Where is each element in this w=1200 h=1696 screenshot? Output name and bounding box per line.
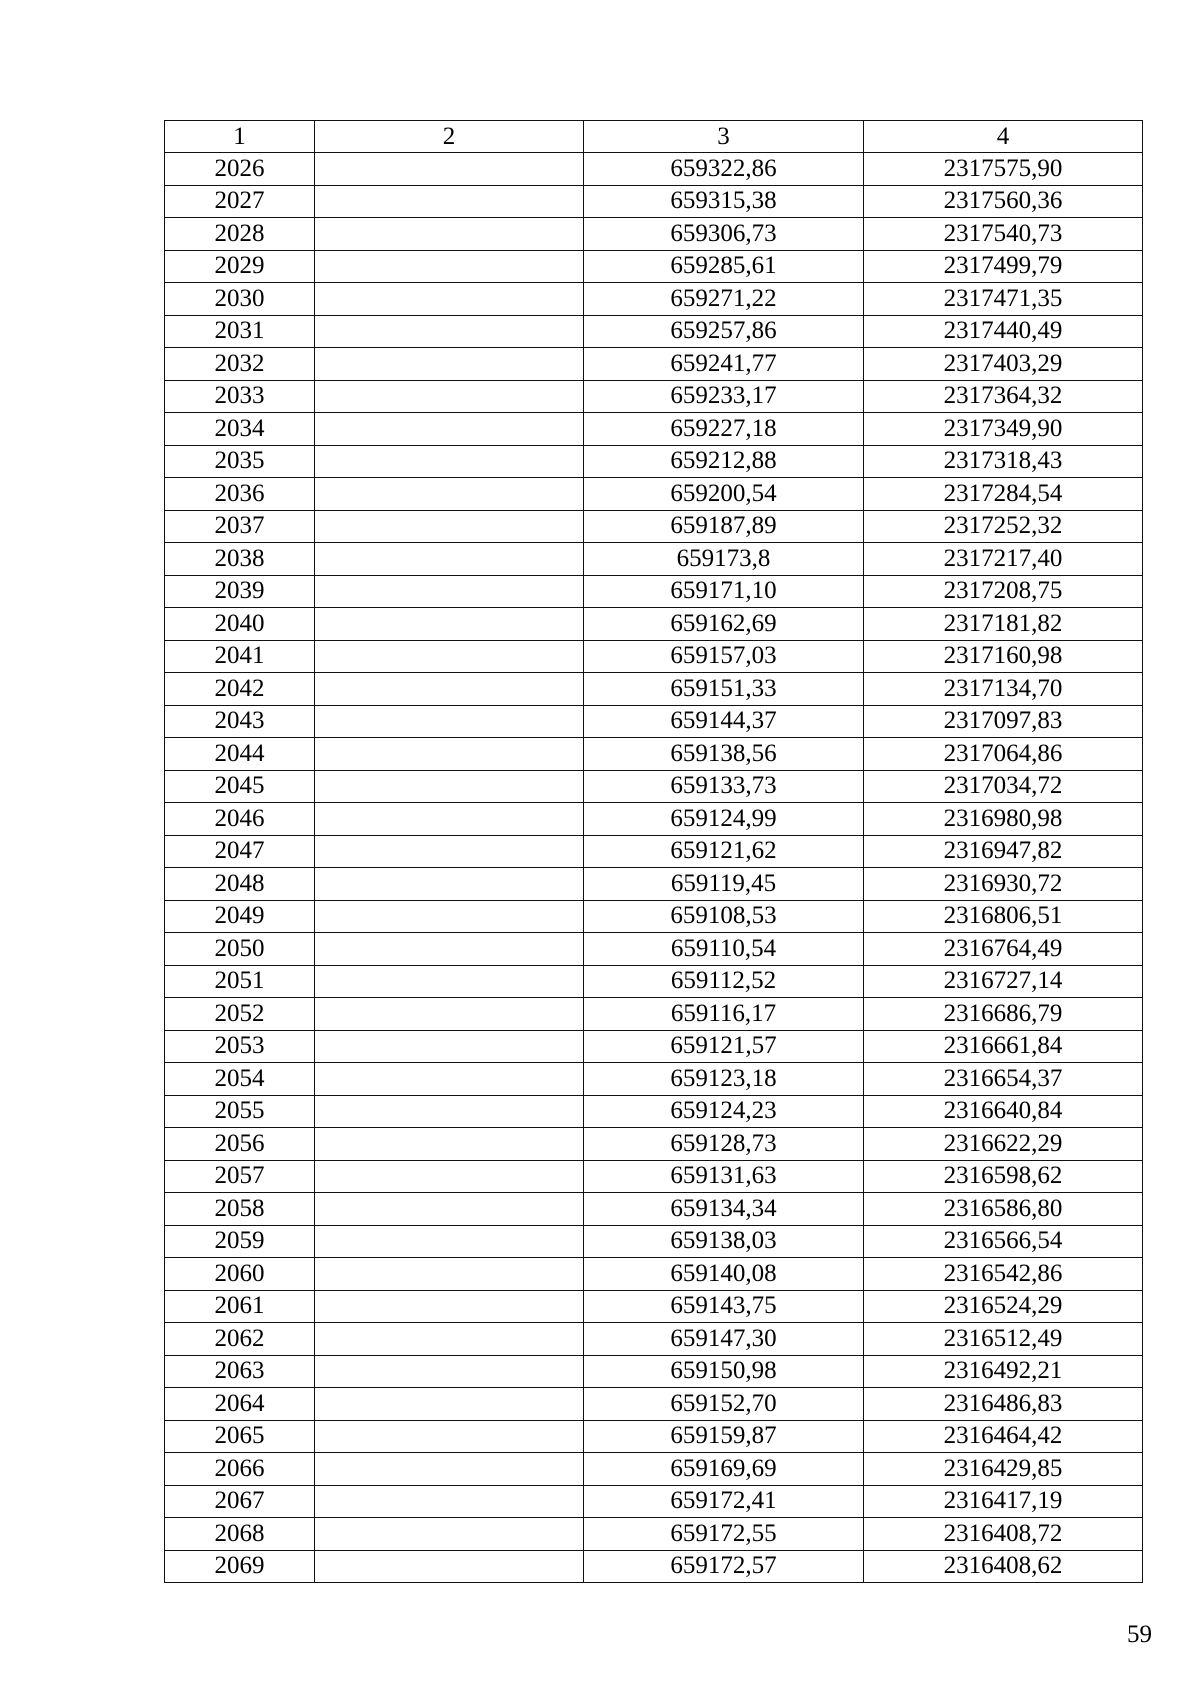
point-number-cell: 2029 <box>165 250 315 283</box>
column-2-cell <box>315 1485 584 1518</box>
x-coordinate-cell: 659150,98 <box>584 1355 864 1388</box>
x-coordinate-cell: 659124,99 <box>584 803 864 836</box>
table-row <box>165 348 1143 381</box>
y-coordinate-cell: 2316542,86 <box>864 1258 1143 1291</box>
column-2-cell <box>315 348 584 381</box>
x-coordinate-cell: 659147,30 <box>584 1323 864 1356</box>
table-row <box>165 250 1143 283</box>
column-2-cell <box>315 608 584 641</box>
x-coordinate-cell: 659227,18 <box>584 413 864 446</box>
y-coordinate-cell: 2317440,49 <box>864 315 1143 348</box>
x-coordinate-cell: 659134,34 <box>584 1193 864 1226</box>
y-coordinate-cell: 2317499,79 <box>864 250 1143 283</box>
header-cell-1: 1 <box>165 121 315 153</box>
column-2-cell <box>315 1095 584 1128</box>
table-row <box>165 738 1143 771</box>
point-number-cell: 2064 <box>165 1388 315 1421</box>
table-row <box>165 705 1143 738</box>
x-coordinate-cell: 659212,88 <box>584 445 864 478</box>
point-number-cell: 2033 <box>165 380 315 413</box>
header-cell-3: 3 <box>584 121 864 153</box>
point-number-cell: 2036 <box>165 478 315 511</box>
table-row <box>165 803 1143 836</box>
x-coordinate-cell: 659110,54 <box>584 933 864 966</box>
point-number-cell: 2053 <box>165 1030 315 1063</box>
point-number-cell: 2046 <box>165 803 315 836</box>
column-2-cell <box>315 868 584 901</box>
x-coordinate-cell: 659187,89 <box>584 510 864 543</box>
x-coordinate-cell: 659128,73 <box>584 1128 864 1161</box>
table-row <box>165 283 1143 316</box>
column-2-cell <box>315 510 584 543</box>
x-coordinate-cell: 659123,18 <box>584 1063 864 1096</box>
x-coordinate-cell: 659151,33 <box>584 673 864 706</box>
point-number-cell: 2067 <box>165 1485 315 1518</box>
column-2-cell <box>315 1323 584 1356</box>
y-coordinate-cell: 2317318,43 <box>864 445 1143 478</box>
column-2-cell <box>315 445 584 478</box>
table-row <box>165 153 1143 186</box>
y-coordinate-cell: 2316764,49 <box>864 933 1143 966</box>
column-2-cell <box>315 1258 584 1291</box>
y-coordinate-cell: 2317181,82 <box>864 608 1143 641</box>
table-row <box>165 1388 1143 1421</box>
x-coordinate-cell: 659306,73 <box>584 218 864 251</box>
column-2-cell <box>315 1388 584 1421</box>
point-number-cell: 2038 <box>165 543 315 576</box>
point-number-cell: 2056 <box>165 1128 315 1161</box>
x-coordinate-cell: 659157,03 <box>584 640 864 673</box>
point-number-cell: 2030 <box>165 283 315 316</box>
table-row <box>165 315 1143 348</box>
y-coordinate-cell: 2316598,62 <box>864 1160 1143 1193</box>
table-row <box>165 608 1143 641</box>
point-number-cell: 2057 <box>165 1160 315 1193</box>
x-coordinate-cell: 659140,08 <box>584 1258 864 1291</box>
column-2-cell <box>315 705 584 738</box>
column-2-cell <box>315 1128 584 1161</box>
point-number-cell: 2044 <box>165 738 315 771</box>
point-number-cell: 2027 <box>165 185 315 218</box>
y-coordinate-cell: 2316486,83 <box>864 1388 1143 1421</box>
column-2-cell <box>315 413 584 446</box>
x-coordinate-cell: 659271,22 <box>584 283 864 316</box>
column-2-cell <box>315 380 584 413</box>
x-coordinate-cell: 659108,53 <box>584 900 864 933</box>
y-coordinate-cell: 2316492,21 <box>864 1355 1143 1388</box>
point-number-cell: 2061 <box>165 1290 315 1323</box>
point-number-cell: 2043 <box>165 705 315 738</box>
y-coordinate-cell: 2317160,98 <box>864 640 1143 673</box>
table-row <box>165 900 1143 933</box>
column-2-cell <box>315 250 584 283</box>
point-number-cell: 2066 <box>165 1453 315 1486</box>
y-coordinate-cell: 2316408,62 <box>864 1550 1143 1583</box>
column-2-cell <box>315 1030 584 1063</box>
header-row <box>165 121 1143 153</box>
x-coordinate-cell: 659172,55 <box>584 1518 864 1551</box>
table-row <box>165 1355 1143 1388</box>
y-coordinate-cell: 2316417,19 <box>864 1485 1143 1518</box>
x-coordinate-cell: 659233,17 <box>584 380 864 413</box>
y-coordinate-cell: 2317540,73 <box>864 218 1143 251</box>
column-2-cell <box>315 283 584 316</box>
y-coordinate-cell: 2317208,75 <box>864 575 1143 608</box>
table-row <box>165 1453 1143 1486</box>
table-row <box>165 543 1143 576</box>
table-row <box>165 1225 1143 1258</box>
y-coordinate-cell: 2316947,82 <box>864 835 1143 868</box>
point-number-cell: 2049 <box>165 900 315 933</box>
table-row <box>165 1323 1143 1356</box>
point-number-cell: 2068 <box>165 1518 315 1551</box>
point-number-cell: 2040 <box>165 608 315 641</box>
table-row <box>165 575 1143 608</box>
y-coordinate-cell: 2317560,36 <box>864 185 1143 218</box>
column-2-cell <box>315 1355 584 1388</box>
x-coordinate-cell: 659173,8 <box>584 543 864 576</box>
point-number-cell: 2034 <box>165 413 315 446</box>
x-coordinate-cell: 659138,56 <box>584 738 864 771</box>
x-coordinate-cell: 659112,52 <box>584 965 864 998</box>
column-2-cell <box>315 1550 584 1583</box>
point-number-cell: 2058 <box>165 1193 315 1226</box>
x-coordinate-cell: 659138,03 <box>584 1225 864 1258</box>
x-coordinate-cell: 659322,86 <box>584 153 864 186</box>
y-coordinate-cell: 2316566,54 <box>864 1225 1143 1258</box>
point-number-cell: 2039 <box>165 575 315 608</box>
column-2-cell <box>315 153 584 186</box>
point-number-cell: 2063 <box>165 1355 315 1388</box>
x-coordinate-cell: 659171,10 <box>584 575 864 608</box>
x-coordinate-cell: 659124,23 <box>584 1095 864 1128</box>
column-2-cell <box>315 1518 584 1551</box>
y-coordinate-cell: 2317064,86 <box>864 738 1143 771</box>
column-2-cell <box>315 835 584 868</box>
table-row <box>165 413 1143 446</box>
table-row <box>165 445 1143 478</box>
point-number-cell: 2055 <box>165 1095 315 1128</box>
x-coordinate-cell: 659169,69 <box>584 1453 864 1486</box>
column-2-cell <box>315 315 584 348</box>
table-row <box>165 1193 1143 1226</box>
point-number-cell: 2031 <box>165 315 315 348</box>
x-coordinate-cell: 659172,41 <box>584 1485 864 1518</box>
column-2-cell <box>315 185 584 218</box>
table-row <box>165 770 1143 803</box>
point-number-cell: 2062 <box>165 1323 315 1356</box>
y-coordinate-cell: 2316727,14 <box>864 965 1143 998</box>
table-row <box>165 1258 1143 1291</box>
table-row <box>165 673 1143 706</box>
column-2-cell <box>315 1193 584 1226</box>
column-2-cell <box>315 575 584 608</box>
table-row <box>165 1128 1143 1161</box>
table-header <box>165 121 1143 153</box>
column-2-cell <box>315 673 584 706</box>
point-number-cell: 2052 <box>165 998 315 1031</box>
point-number-cell: 2069 <box>165 1550 315 1583</box>
point-number-cell: 2035 <box>165 445 315 478</box>
point-number-cell: 2060 <box>165 1258 315 1291</box>
y-coordinate-cell: 2317217,40 <box>864 543 1143 576</box>
x-coordinate-cell: 659257,86 <box>584 315 864 348</box>
y-coordinate-cell: 2316512,49 <box>864 1323 1143 1356</box>
y-coordinate-cell: 2317364,32 <box>864 380 1143 413</box>
table-row <box>165 1420 1143 1453</box>
header-cell-2: 2 <box>315 121 584 153</box>
x-coordinate-cell: 659133,73 <box>584 770 864 803</box>
y-coordinate-cell: 2316464,42 <box>864 1420 1143 1453</box>
column-2-cell <box>315 998 584 1031</box>
y-coordinate-cell: 2316408,72 <box>864 1518 1143 1551</box>
column-2-cell <box>315 1420 584 1453</box>
table-row <box>165 1063 1143 1096</box>
column-2-cell <box>315 543 584 576</box>
table-row <box>165 835 1143 868</box>
column-2-cell <box>315 965 584 998</box>
x-coordinate-cell: 659152,70 <box>584 1388 864 1421</box>
x-coordinate-cell: 659119,45 <box>584 868 864 901</box>
table-row <box>165 640 1143 673</box>
table-row <box>165 1485 1143 1518</box>
column-2-cell <box>315 640 584 673</box>
y-coordinate-cell: 2317252,32 <box>864 510 1143 543</box>
y-coordinate-cell: 2317284,54 <box>864 478 1143 511</box>
point-number-cell: 2028 <box>165 218 315 251</box>
coordinates-table <box>164 120 1143 1583</box>
column-2-cell <box>315 1290 584 1323</box>
x-coordinate-cell: 659159,87 <box>584 1420 864 1453</box>
table-row <box>165 1030 1143 1063</box>
point-number-cell: 2059 <box>165 1225 315 1258</box>
x-coordinate-cell: 659131,63 <box>584 1160 864 1193</box>
x-coordinate-cell: 659285,61 <box>584 250 864 283</box>
point-number-cell: 2045 <box>165 770 315 803</box>
point-number-cell: 2050 <box>165 933 315 966</box>
column-2-cell <box>315 1160 584 1193</box>
x-coordinate-cell: 659241,77 <box>584 348 864 381</box>
y-coordinate-cell: 2317097,83 <box>864 705 1143 738</box>
point-number-cell: 2041 <box>165 640 315 673</box>
table-row <box>165 478 1143 511</box>
page-number: 59 <box>1127 1621 1152 1648</box>
x-coordinate-cell: 659121,62 <box>584 835 864 868</box>
y-coordinate-cell: 2316640,84 <box>864 1095 1143 1128</box>
y-coordinate-cell: 2317403,29 <box>864 348 1143 381</box>
table-row <box>165 380 1143 413</box>
point-number-cell: 2051 <box>165 965 315 998</box>
y-coordinate-cell: 2316622,29 <box>864 1128 1143 1161</box>
y-coordinate-cell: 2316429,85 <box>864 1453 1143 1486</box>
y-coordinate-cell: 2316980,98 <box>864 803 1143 836</box>
y-coordinate-cell: 2316661,84 <box>864 1030 1143 1063</box>
table-row <box>165 185 1143 218</box>
table-row <box>165 218 1143 251</box>
x-coordinate-cell: 659116,17 <box>584 998 864 1031</box>
y-coordinate-cell: 2317471,35 <box>864 283 1143 316</box>
x-coordinate-cell: 659144,37 <box>584 705 864 738</box>
column-2-cell <box>315 218 584 251</box>
y-coordinate-cell: 2316930,72 <box>864 868 1143 901</box>
column-2-cell <box>315 933 584 966</box>
x-coordinate-cell: 659143,75 <box>584 1290 864 1323</box>
point-number-cell: 2037 <box>165 510 315 543</box>
column-2-cell <box>315 803 584 836</box>
y-coordinate-cell: 2317575,90 <box>864 153 1143 186</box>
table-row <box>165 998 1143 1031</box>
point-number-cell: 2032 <box>165 348 315 381</box>
point-number-cell: 2026 <box>165 153 315 186</box>
y-coordinate-cell: 2317349,90 <box>864 413 1143 446</box>
y-coordinate-cell: 2316524,29 <box>864 1290 1143 1323</box>
point-number-cell: 2065 <box>165 1420 315 1453</box>
table-row <box>165 1290 1143 1323</box>
y-coordinate-cell: 2316586,80 <box>864 1193 1143 1226</box>
column-2-cell <box>315 1063 584 1096</box>
column-2-cell <box>315 770 584 803</box>
y-coordinate-cell: 2317034,72 <box>864 770 1143 803</box>
header-cell-4: 4 <box>864 121 1143 153</box>
y-coordinate-cell: 2316686,79 <box>864 998 1143 1031</box>
table-body <box>165 153 1143 1583</box>
table-row <box>165 1095 1143 1128</box>
table-row <box>165 965 1143 998</box>
column-2-cell <box>315 478 584 511</box>
column-2-cell <box>315 900 584 933</box>
table-row <box>165 868 1143 901</box>
table-row <box>165 1518 1143 1551</box>
x-coordinate-cell: 659315,38 <box>584 185 864 218</box>
y-coordinate-cell: 2317134,70 <box>864 673 1143 706</box>
table-row <box>165 1550 1143 1583</box>
x-coordinate-cell: 659172,57 <box>584 1550 864 1583</box>
table-row <box>165 1160 1143 1193</box>
x-coordinate-cell: 659162,69 <box>584 608 864 641</box>
point-number-cell: 2048 <box>165 868 315 901</box>
y-coordinate-cell: 2316654,37 <box>864 1063 1143 1096</box>
table-row <box>165 510 1143 543</box>
table-row <box>165 933 1143 966</box>
x-coordinate-cell: 659200,54 <box>584 478 864 511</box>
point-number-cell: 2054 <box>165 1063 315 1096</box>
point-number-cell: 2047 <box>165 835 315 868</box>
column-2-cell <box>315 738 584 771</box>
point-number-cell: 2042 <box>165 673 315 706</box>
column-2-cell <box>315 1225 584 1258</box>
y-coordinate-cell: 2316806,51 <box>864 900 1143 933</box>
column-2-cell <box>315 1453 584 1486</box>
x-coordinate-cell: 659121,57 <box>584 1030 864 1063</box>
